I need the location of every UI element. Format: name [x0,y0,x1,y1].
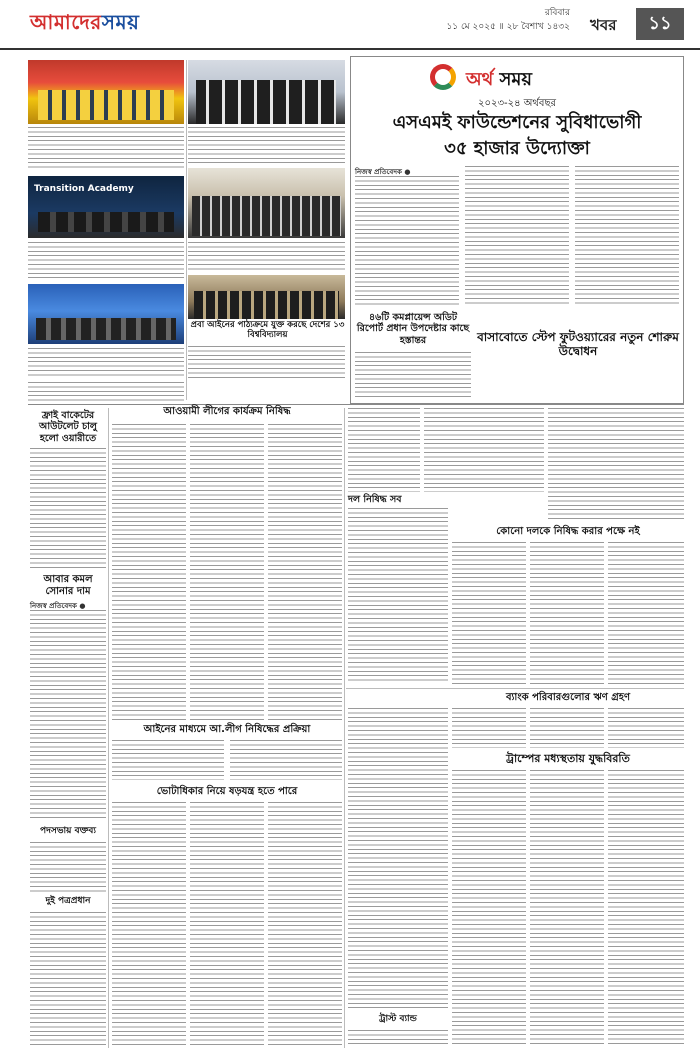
logo-main: আমাদের [30,10,102,34]
seminar-photo-caption [188,242,345,272]
photo-1-caption [28,127,184,169]
bank-loan-col-3 [530,708,604,748]
party-banned-col [348,508,448,684]
bank-loan-col-4 [608,708,684,748]
voter-col-3 [268,802,342,1046]
trust-brand-text [348,1030,448,1046]
trust-brand-headline[interactable]: ট্রাস্ট ব্যান্ড [379,1014,417,1024]
audit-report-headline[interactable]: ৪৬টি কমপ্লায়েন্স অডিট রিপোর্ট প্রধান উপদেষ্টার কাছে হস্তান্তর [356,312,470,346]
sme-headline-line1[interactable]: এসএমই ফাউন্ডেশনের সুবিধাভোগী [392,112,642,133]
gold-byline: নিজস্ব প্রতিবেদক ● [30,602,86,610]
bank-family-loan-headline[interactable]: ব্যাংক পরিবারগুলোর ঋণ গ্রহণ [505,692,631,703]
divider-1 [28,404,684,405]
group-photo-1-caption [188,127,345,163]
law-process-col-1 [112,740,224,780]
gold-price-text [30,610,106,820]
vdivider-b [108,408,109,1048]
brand-part1: অর্থ [466,69,494,90]
event-photo-3 [28,284,184,344]
party-banned-headline[interactable]: দল নিষিদ্ধ সব [348,494,402,505]
no-party-ban-headline[interactable]: কোনো দলকে নিষিদ্ধ করার পক্ষে নই [496,526,640,537]
fry-bucket-headline[interactable]: ফ্রাই বাকেটের আউটলেট চালু হলো ওয়ারীতে [39,410,97,444]
university-headline[interactable]: প্রবা আইনের পাঠ্যক্রমে যুক্ত করছে দেশের ১৩ বিশ্ববিদ্যালয় [190,320,345,341]
sme-headline-line2[interactable]: ৩৫ হাজার উদ্যোক্তা [444,138,590,159]
audit-report-text [355,352,471,400]
event-photo-1 [28,60,184,124]
no-party-col-2 [530,542,604,684]
ortho-somoy-logo [410,62,620,92]
voter-conspiracy-headline[interactable]: ভোটাধিকার নিয়ে ষড়যন্ত্র হতে পারে [156,786,298,797]
two-reports-headline[interactable]: দুই পত্রপ্রধান [45,896,91,906]
awami-ban-col-2 [190,424,264,720]
bank-loan-col-2 [452,708,526,748]
no-party-col-1 [452,542,526,684]
bank-loan-col-1 [348,708,448,1008]
trump-col-1 [452,770,526,1046]
sme-column-2 [465,166,569,306]
right-top-text [548,408,684,520]
group-photo-2 [188,275,345,319]
sme-column-3 [575,166,679,306]
voter-col-1 [112,802,186,1046]
fiscal-year-label: ২০২৩-২৪ অর্থবছর [477,98,557,109]
vdivider-c [344,408,345,1048]
voter-col-2 [190,802,264,1046]
step-showroom-headline[interactable]: বাসাবোতে স্টেপ ফুটওয়্যারের নতুন শোরুম উদ্বোধন [477,330,679,359]
party-banned-text [348,408,420,492]
photo-3-caption [28,348,184,376]
law-process-col-2 [230,740,342,780]
day-label: রবিবার [544,8,570,18]
vdivider-a [186,60,187,400]
transition-academy-banner: Transition Academy [34,184,134,194]
sme-column-1 [355,176,459,306]
meeting-text [30,842,106,892]
gold-price-headline[interactable]: আবার কমল সোনার দাম [43,574,93,597]
sme-byline: নিজস্ব প্রতিবেদক ● [355,168,411,176]
page-number: ১১ [636,8,684,40]
left-column-photo-caption [28,382,184,404]
group-photo-1 [188,60,345,124]
dateline [420,6,570,35]
party-banned-text-2 [424,408,544,492]
trump-ceasefire-headline[interactable]: ট্রাম্পের মধ্যস্থতায় যুদ্ধবিরতি [506,752,630,765]
awami-ban-col-3 [268,424,342,720]
masthead [0,0,700,50]
event-photo-2 [28,176,184,238]
awami-league-ban-headline[interactable]: আওয়ামী লীগের কার্যক্রম নিষিদ্ধ [163,406,291,417]
law-process-headline[interactable]: আইনের মাধ্যমে আ.লীগ নিষিদ্ধের প্রক্রিয়া [143,724,311,735]
logo-accent: সময় [101,10,140,34]
fry-bucket-text [30,448,106,568]
divider-2 [346,688,684,689]
trump-col-3 [608,770,684,1046]
date-label: ১১ মে ২০২৫ ॥ ২৮ বৈশাখ ১৪৩২ [446,22,570,33]
awami-ban-col-1 [112,424,186,720]
photo-2-caption [28,242,184,278]
meeting-headline[interactable]: পদসভায় বক্তব্য [40,826,96,836]
brand-part2: সময় [499,69,533,90]
newspaper-logo[interactable] [30,8,139,41]
seminar-photo [188,168,345,238]
ortho-somoy-emblem-icon [430,64,456,90]
no-party-col-3 [608,542,684,684]
university-text [188,346,345,380]
two-reports-text [30,912,106,1046]
section-name: খবর [590,16,617,34]
trump-col-2 [530,770,604,1046]
